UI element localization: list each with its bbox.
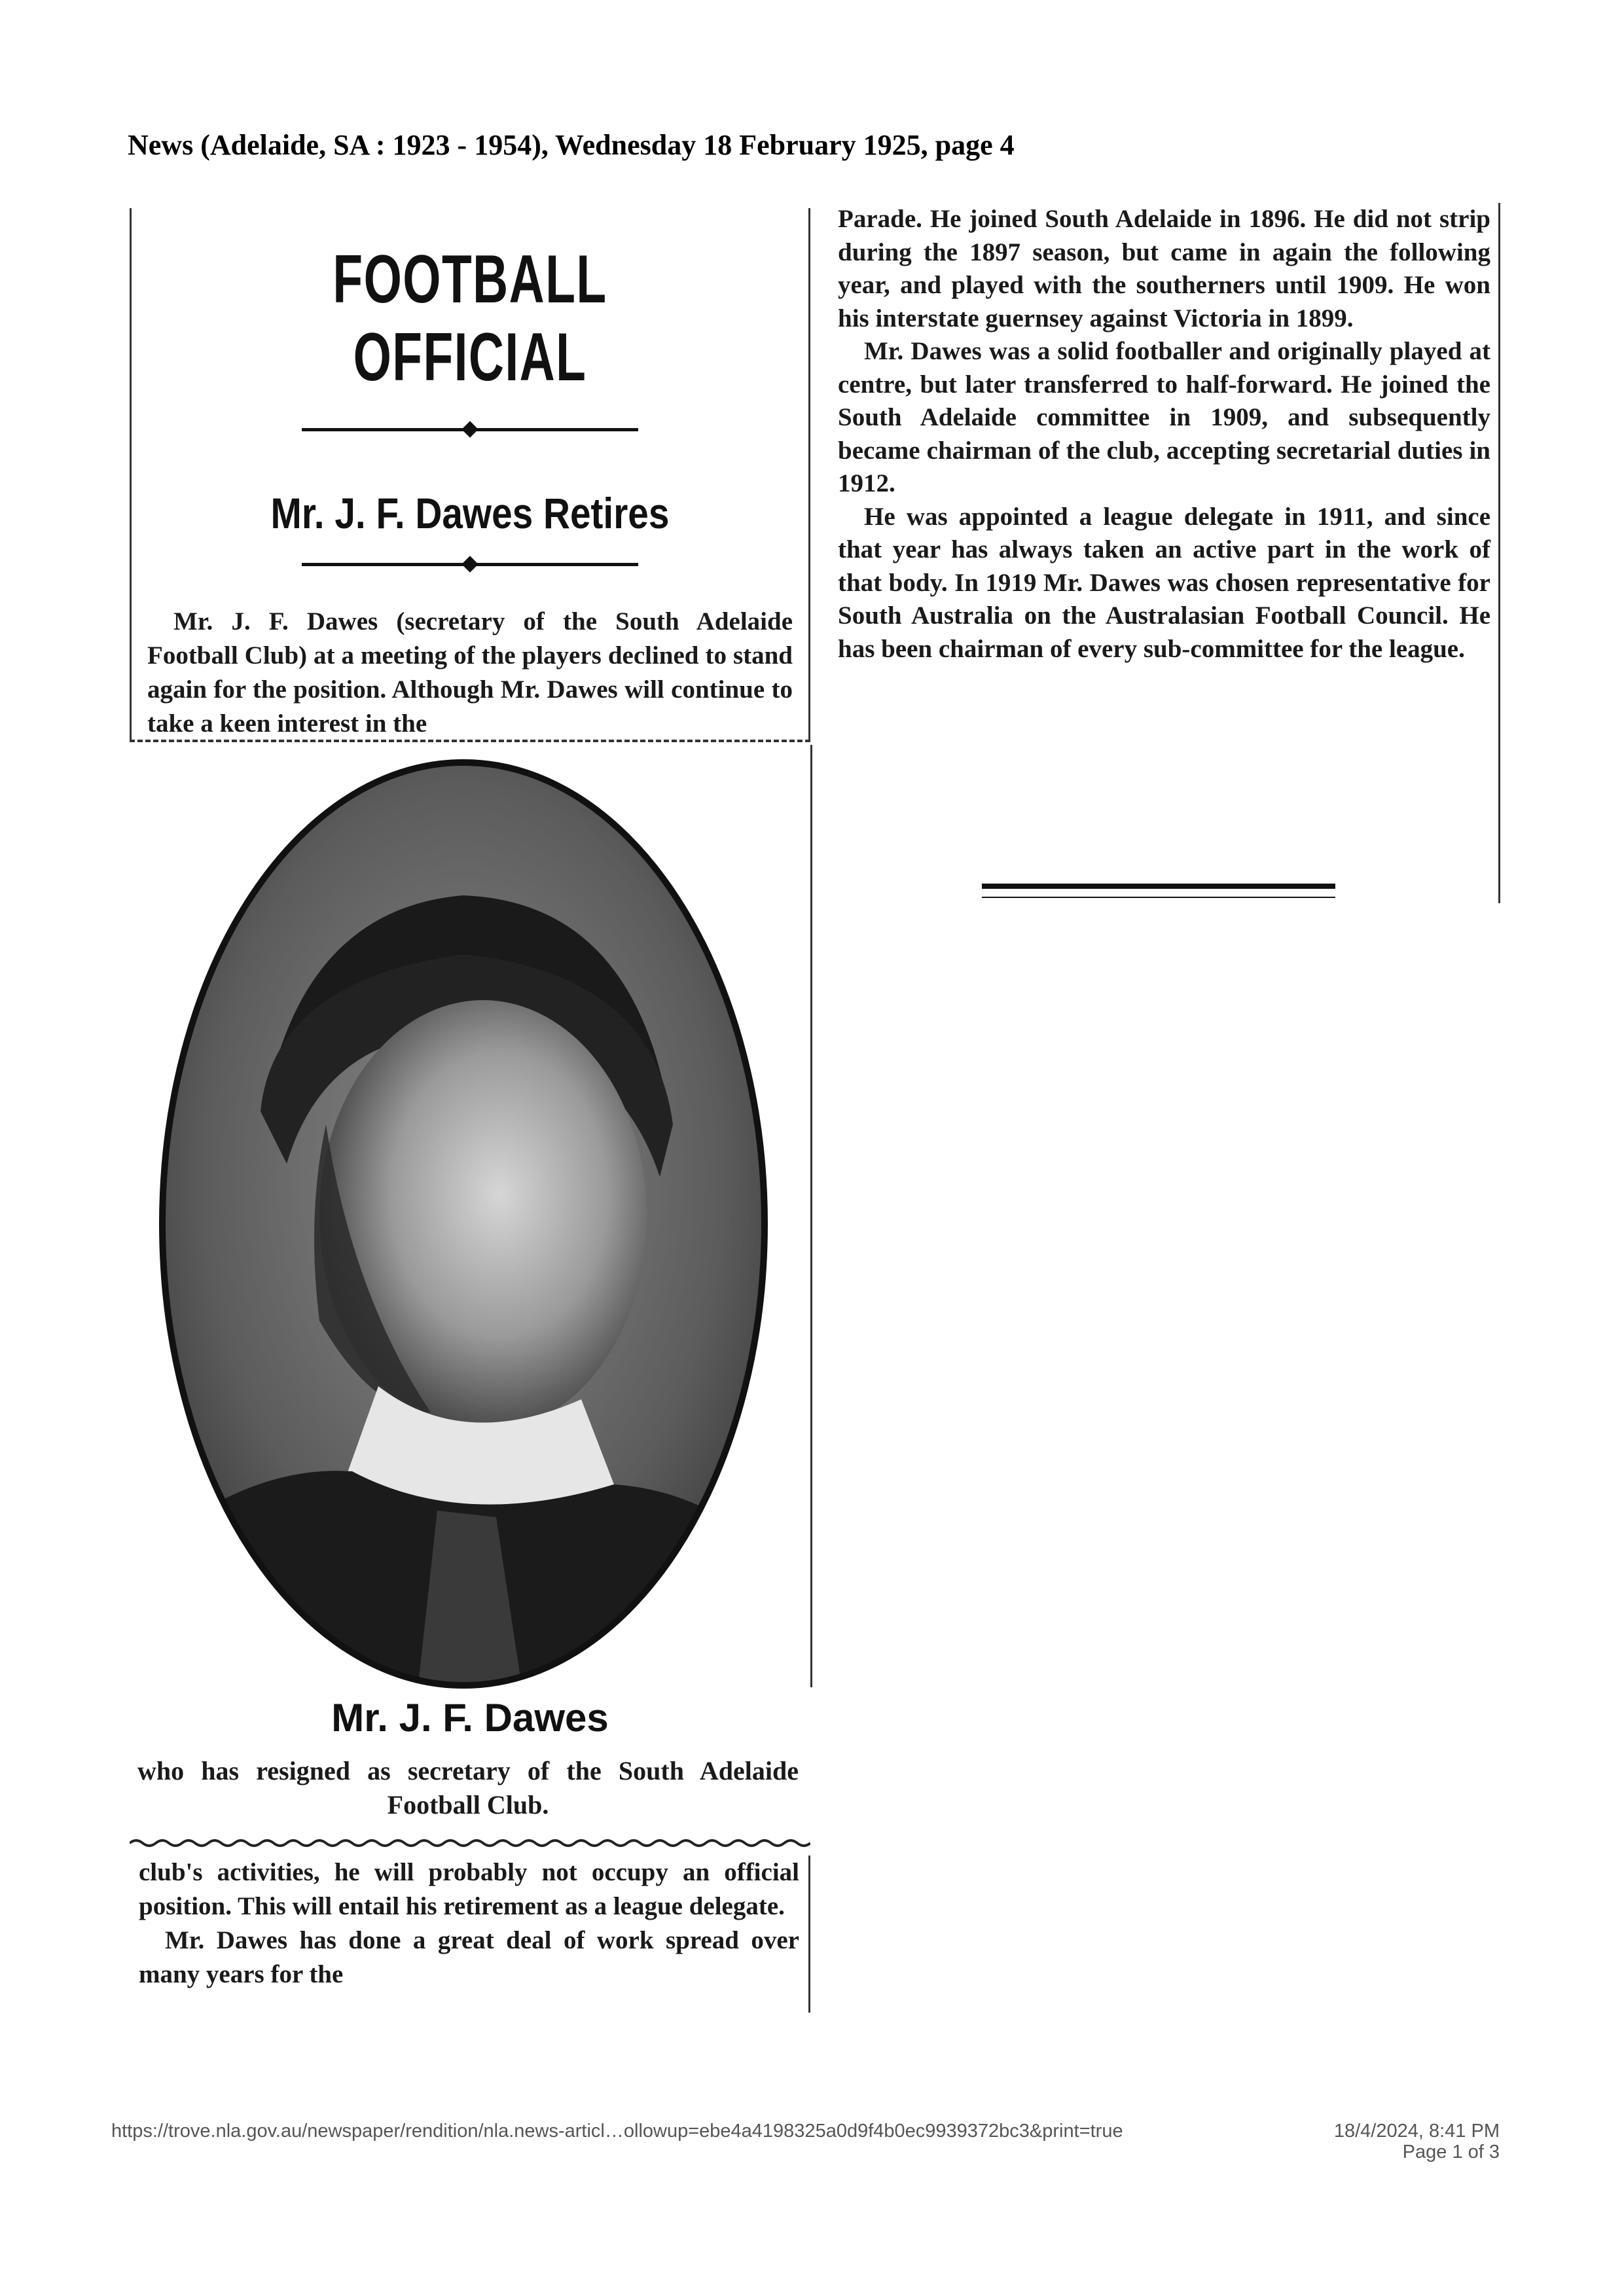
footer-url: https://trove.nla.gov.au/newspaper/rendition/nla.news-articl…ollowup=ebe4a4198325a0d9f4b0ec9939372bc3&print=true [111,2121,1123,2142]
photo-caption-name: Mr. J. F. Dawes [331,1696,609,1740]
article-paragraph: He was appointed a league delegate in 1911, and since that year has always taken an active part in the work of that body. In 1919 Mr. Dawes was chosen representative for South Australia on the Australasian Football Council. He has been chairman of every sub-committee for the league. [838,502,1490,663]
end-rule [982,884,1335,898]
article-right-column [826,203,1500,903]
article-paragraph: club's activities, he will probably not occupy an official position. This will entail his retirement as a league delegate. [139,1858,799,1920]
photo-frame [130,745,812,1687]
article-paragraph: Mr. Dawes was a solid footballer and originally played at centre, but later transferred to half-forward. He joined the South Adelaide committee in 1909, and subsequently became chairman of the club, accepting secretarial duties in 1912. [838,337,1490,497]
ornament-divider [147,551,793,577]
article-left-column-top [130,208,810,740]
footer-meta [1334,2121,1500,2162]
article-paragraph: Parade. He joined South Adelaide in 1896. He did not strip during the 1897 season, but came in again the following year, and played with the southerners until 1909. He won his interstate guernsey against Victoria in 1899. [838,205,1490,332]
dashed-separator [130,740,810,742]
footer-datetime: 18/4/2024, 8:41 PM [1333,2121,1500,2142]
portrait-photo [156,758,771,1691]
footer-page-number: Page 1 of 3 [1402,2142,1500,2162]
article-subheadline: Mr. J. F. Dawes Retires [270,489,670,537]
article-body-intro [147,605,793,741]
article-paragraph: Mr. Dawes has done a great deal of work spread over many years for the [139,1926,799,1988]
article-left-column-bottom [130,1856,810,2013]
article-body-continued [139,1856,799,1992]
page-title: News (Adelaide, SA : 1923 - 1954), Wednesday 18 February 1925, page 4 [128,129,1015,161]
article-headline: FOOTBALL OFFICIAL [333,242,607,395]
ornament-divider [147,416,793,442]
article-body-right [838,203,1490,666]
article-paragraph: Mr. J. F. Dawes (secretary of the South Adelaide Football Club) at a meeting of the players declined to stand again for the position. Although Mr. Dawes will continue to take a keen interest in the [147,607,793,738]
photo-caption-subtitle: who has resigned as secretary of the South Adelaide Football Club. [137,1756,799,1820]
wavy-divider [130,1837,810,1850]
